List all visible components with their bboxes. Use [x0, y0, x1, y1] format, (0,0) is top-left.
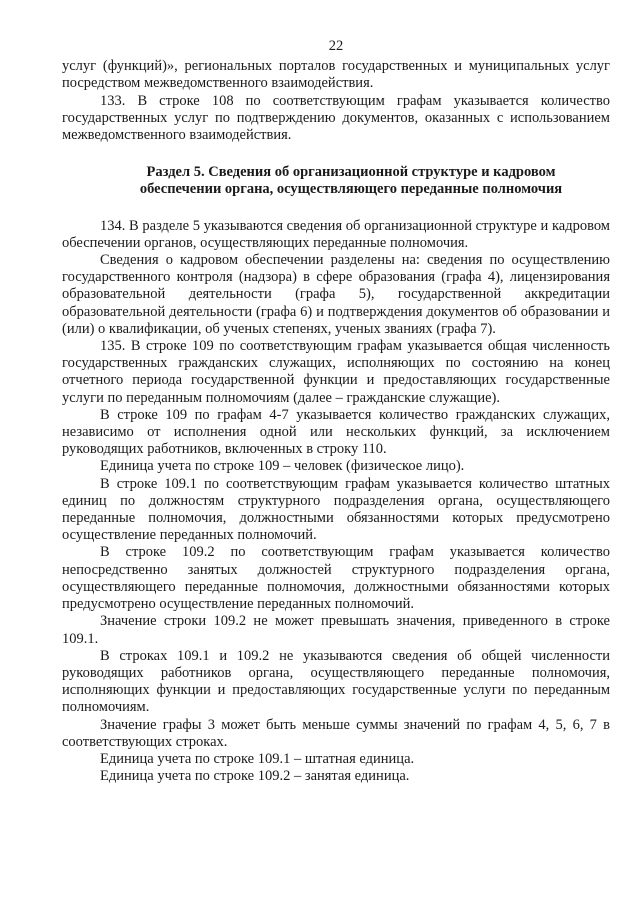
paragraph-column-3: Значение графы 3 может быть меньше суммы значений по графам 4, 5, 6, 7 в соответствующих строках. — [62, 716, 610, 750]
section-title-line-2: обеспечении органа, осуществляющего переданные полномочия — [139, 181, 563, 198]
section-5-heading — [62, 164, 610, 198]
document-page — [62, 38, 610, 785]
paragraph-staffing-split: Сведения о кадровом обеспечении разделены на: сведения по осуществлению государственного контроля (надзора) в сфере образования (графа 4), лицензирования образовательной деятельности (графа 5), государственной аккредитации образовательной деятельности (графа 6) и подтверждения документов об образовании и (или) о квалификации, об ученых степенях, ученых званиях (графа 7). — [62, 252, 610, 337]
paragraph-rows-109-exclusion: В строках 109.1 и 109.2 не указываются сведения об общей численности руководящих работников органа, осуществляющего переданные полномочия, исполняющих функции и предоставляющих государственные услуги по переданным полномочиям. — [62, 647, 610, 716]
paragraph-row-109-1: В строке 109.1 по соответствующим графам указывается количество штатных единиц по должностям структурного подразделения органа, осуществляющего переданные полномочия, должностными обязанностями которых предусмотрено осуществление переданных полномочий. — [62, 475, 610, 544]
paragraph-row-109-1-unit: Единица учета по строке 109.1 – штатная единица. — [100, 750, 415, 767]
paragraph-continuation: услуг (функций)», региональных порталов государственных и муниципальных услуг посредством межведомственного взаимодействия. — [62, 58, 610, 92]
paragraph-row-109-2: В строке 109.2 по соответствующим графам указывается количество непосредственно занятых должностей структурного подразделения органа, осуществляющего переданные полномочия, должностными обязанностями которых предусмотрено осуществление переданных полномочий. — [62, 544, 610, 613]
section-title-line-1: Раздел 5. Сведения об организационной структуре и кадровом — [146, 164, 556, 181]
paragraph-row-109-2-limit: Значение строки 109.2 не может превышать значения, приведенного в строке 109.1. — [62, 613, 610, 647]
paragraph-133: 133. В строке 108 по соответствующим графам указывается количество государственных услуг по подтверждению документов, оказанных с использованием межведомственного взаимодействия. — [62, 92, 610, 144]
paragraph-row-109-columns: В строке 109 по графам 4-7 указывается количество гражданских служащих, независимо от исполнения одной или нескольких функций, за исключением руководящих работников, включенных в строку 110. — [62, 406, 610, 458]
page-number: 22 — [328, 38, 344, 54]
paragraph-135: 135. В строке 109 по соответствующим графам указывается общая численность государственных гражданских служащих, исполняющих по состоянию на конец отчетного периода государственной функции и предоставляющих государственные услуги по переданным полномочиям (далее – гражданские служащие). — [62, 338, 610, 406]
paragraph-row-109-2-unit: Единица учета по строке 109.2 – занятая единица. — [100, 768, 410, 785]
paragraph-row-109-unit: Единица учета по строке 109 – человек (физическое лицо). — [100, 458, 465, 475]
paragraph-134: 134. В разделе 5 указываются сведения об организационной структуре и кадровом обеспечении органов, осуществляющих переданные полномочия. — [62, 217, 610, 251]
